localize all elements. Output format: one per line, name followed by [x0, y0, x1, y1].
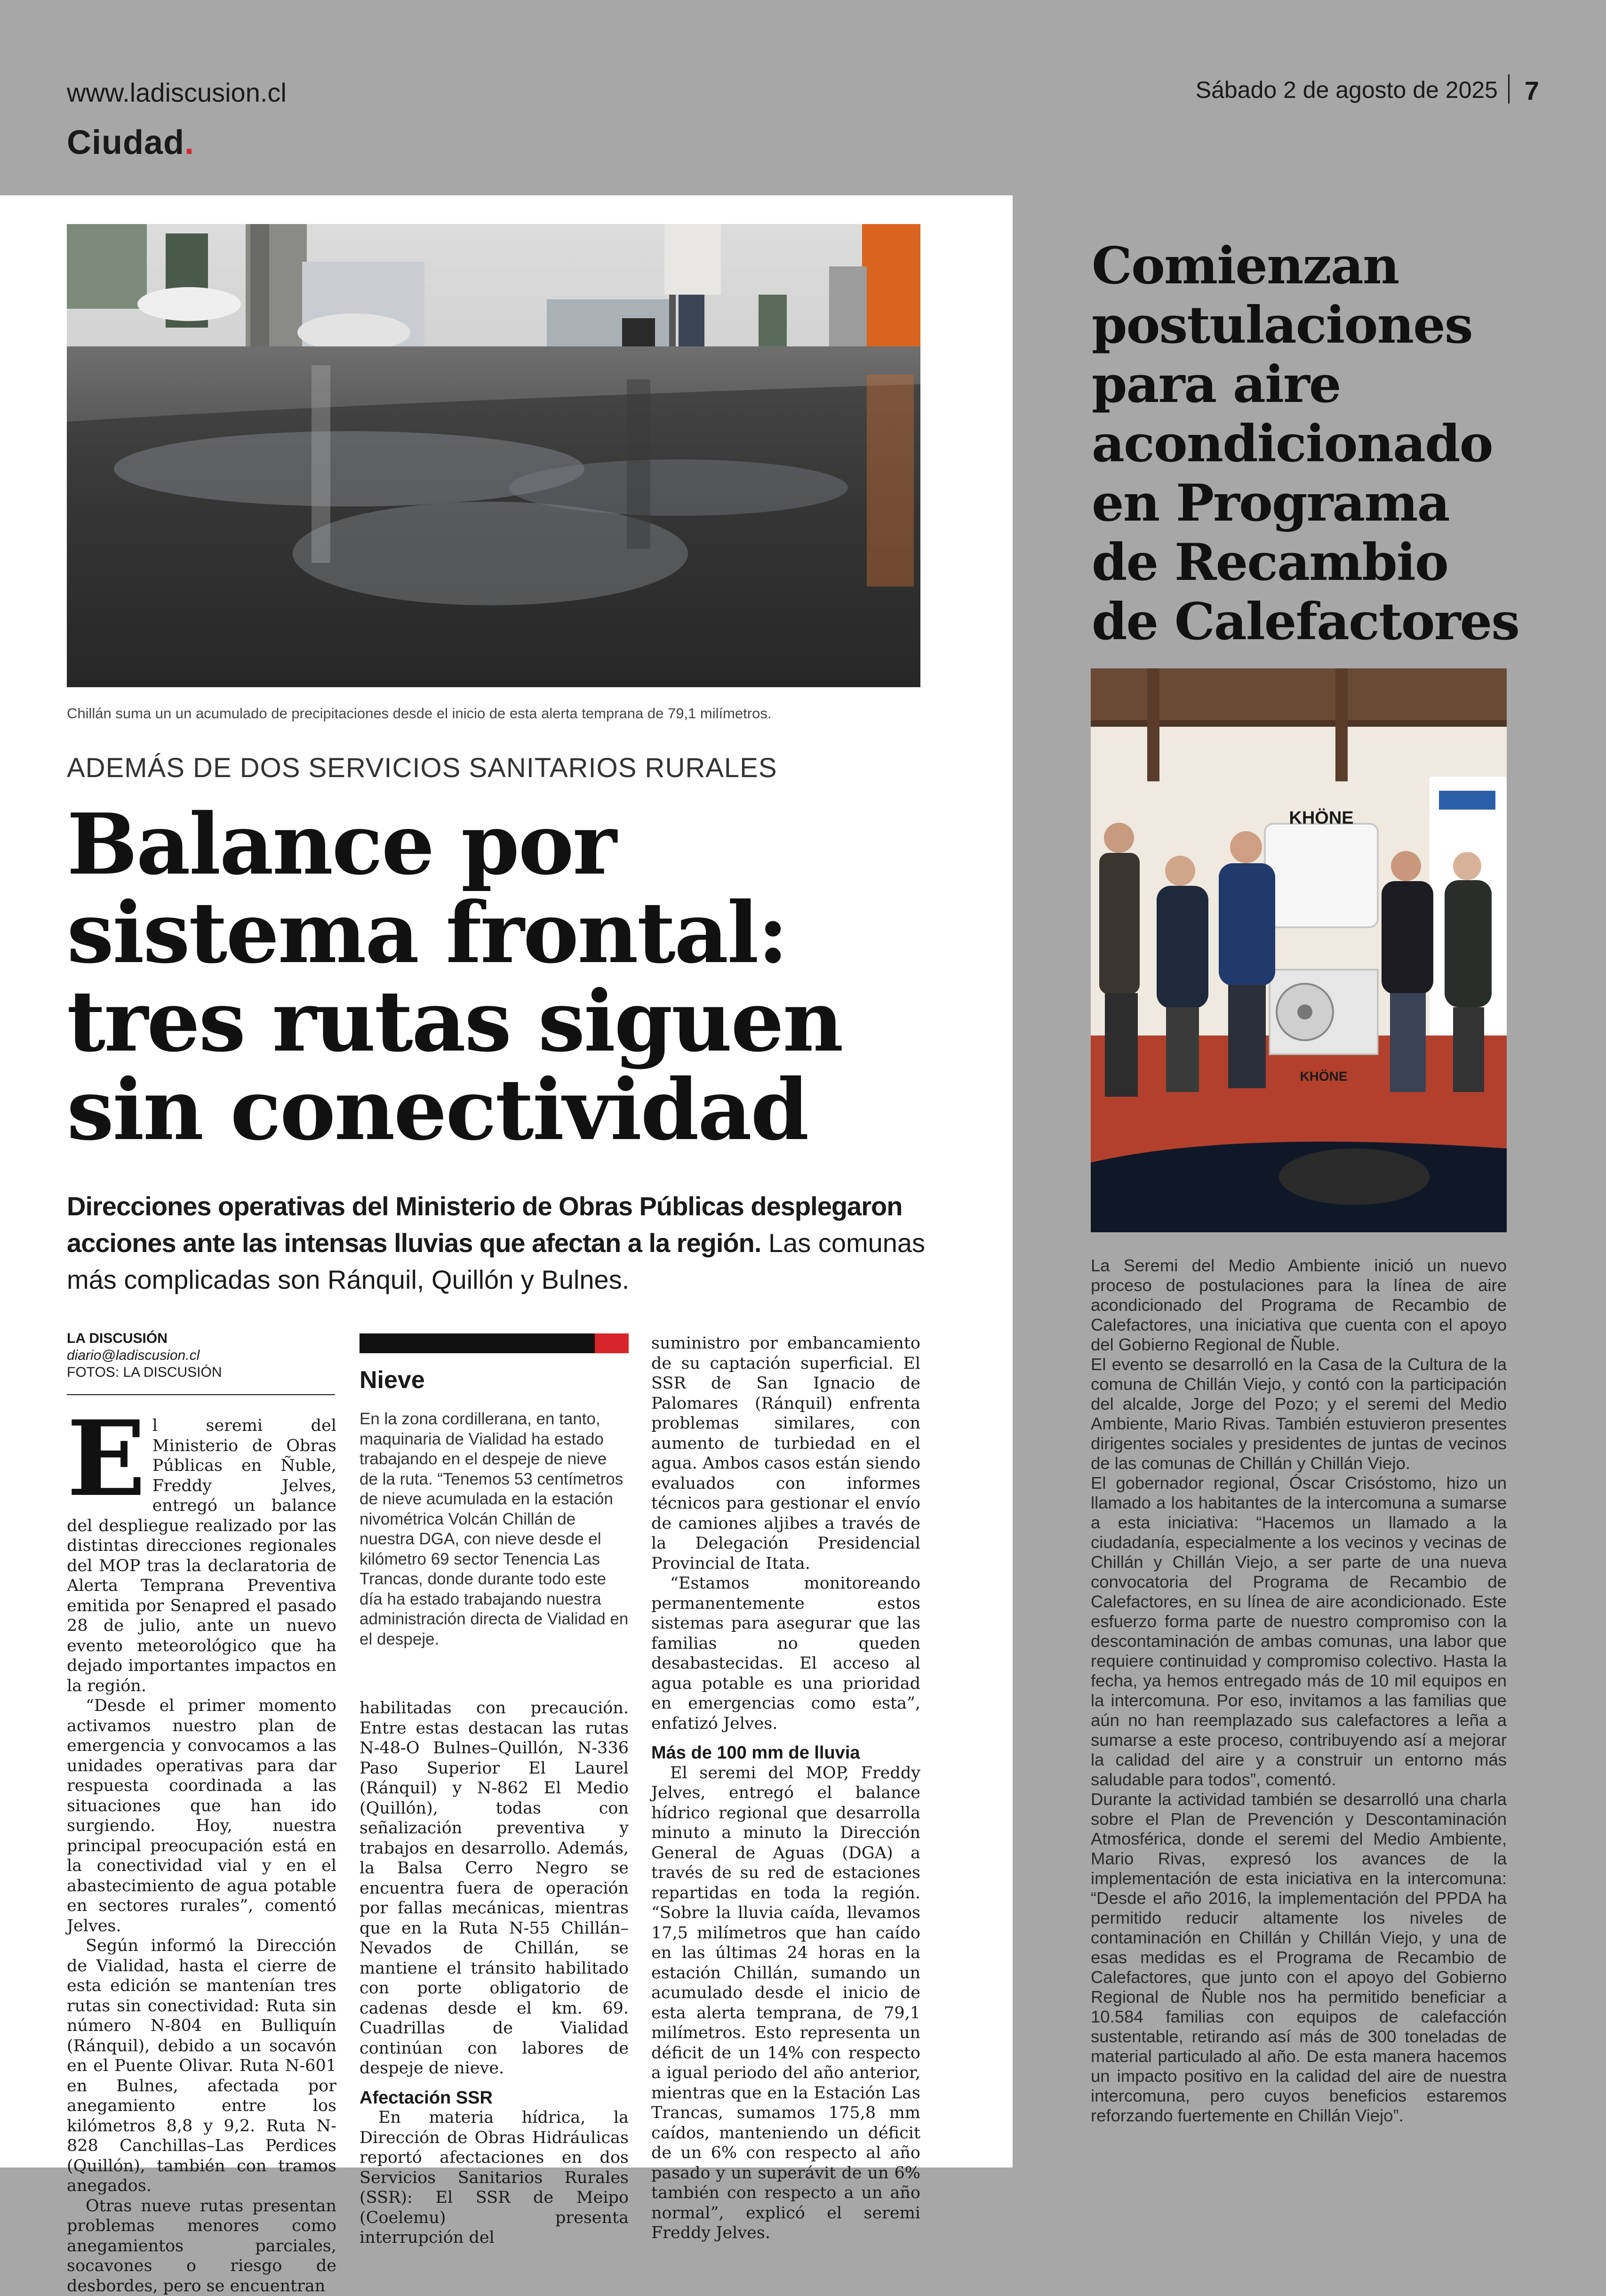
drop-cap: E — [67, 1419, 146, 1499]
article-column-2 — [360, 1698, 629, 2150]
side-headline-line: postulaciones — [1092, 296, 1572, 355]
main-article-photo — [67, 224, 920, 687]
subsection-bar — [360, 1333, 595, 1353]
paragraph: En materia hídrica, la Dirección de Obras Hidráulicas reportó afectaciones en dos Servicios Sanitarios Rurales (SSR): El SSR de Meipo (Coelemu) presenta interrupción del — [360, 2108, 629, 2248]
section-dot: . — [184, 124, 194, 161]
side-headline-line: de Calefactores — [1092, 592, 1572, 651]
site-url[interactable]: www.ladiscusion.cl — [67, 77, 287, 108]
article-standfirst — [67, 1188, 928, 1298]
issue-date: Sábado 2 de agosto de 2025 — [1196, 76, 1498, 104]
side-headline-line: acondicionado — [1092, 414, 1572, 474]
headline-line: tres rutas siguen — [67, 977, 928, 1066]
side-headline-line: para aire — [1092, 355, 1572, 414]
standfirst-bold: Direcciones operativas del Ministerio de Obras Públicas desplegaron acciones ante las intensas lluvias que afectan a la región. — [67, 1191, 902, 1258]
byline-org: LA DISCUSIÓN — [67, 1330, 222, 1347]
page-number: 7 — [1525, 75, 1539, 106]
photo-brand-text: KHÖNE — [1289, 808, 1353, 828]
standfirst-rest: Las comunas más complicadas son Ránquil, Quillón y Bulnes. — [67, 1228, 925, 1294]
side-headline-line: de Recambio — [1092, 533, 1572, 592]
nieve-text: En la zona cordillerana, en tanto, maquinaria de Vialidad ha estado trabajando en el despeje de nieve de la ruta. “Tenemos 53 centímetros de nieve acumulada en la estación nivométrica Volcán Chillán de nuestra DGA, con nieve desde el kilómetro 69 sector Tenencia Las Trancas, donde durante todo este día ha estado trabajando nuestra administración directa de Vialidad en el despeje. — [360, 1409, 629, 1649]
headline-line: sistema frontal: — [67, 889, 928, 977]
side-article-body — [1091, 1256, 1507, 2126]
side-headline-line: en Programa — [1092, 474, 1572, 533]
main-photo-caption: Chillán suma un un acumulado de precipitaciones desde el inicio de esta alerta temprana de 79,1 milímetros. — [67, 705, 771, 722]
byline-email[interactable]: diario@ladiscusion.cl — [67, 1347, 222, 1364]
side-headline-line: Comienzan — [1092, 236, 1572, 296]
article-kicker: ADEMÁS DE DOS SERVICIOS SANITARIOS RURALES — [67, 752, 777, 784]
byline-photos: FOTOS: LA DISCUSIÓN — [67, 1364, 222, 1381]
article-headline — [67, 800, 928, 1154]
byline — [67, 1330, 222, 1381]
headline-line: Balance por — [67, 800, 928, 889]
section-name: Ciudad — [67, 124, 184, 161]
article-column-3 — [651, 1333, 920, 2150]
paragraph: “Desde el primer momento activamos nuestro plan de emergencia y convocamos a las unidades operativas para dar respuesta coordinada a las situaciones que han ido surgiendo. Hoy, nuestra principal preocupación está en la conectividad vial y en el abastecimiento de agua potable en sectores rurales”, comentó Jelves. — [67, 1696, 336, 1936]
paragraph: habilitadas con precaución. Entre estas destacan las rutas N-48-O Bulnes–Quillón, N-336 Paso Superior El Laurel (Ránquil) y N-862 El Medio (Quillón), todas con señalización preventiva y trabajos en desarrollo. Además, la Balsa Cerro Negro se encuentra fuera de operación por fallas mecánicas, mientras que en la Ruta N-55 Chillán–Nevados de Chillán, se mantiene el tránsito habilitado con porte obligatorio de cadenas desde el km. 69. Cuadrillas de Vialidad continúan con labores de despeje de nieve. — [360, 1698, 629, 2079]
paragraph: El seremi del MOP, Freddy Jelves, entregó el balance hídrico regional que desarrolla minuto a minuto la Dirección General de Aguas (DGA) a través de su red de estaciones repartidas en toda la región. “Sobre la lluvia caída, llevamos 17,5 milímetros que han caído en las últimas 24 horas en la estación Chillán, sumando un acumulado desde el inicio de esta alerta temprana, de 79,1 milímetros. Esto representa un déficit de un 14% con respecto a igual periodo del año anterior, mientras que en la Estación Las Trancas, sumamos 175,8 mm caídos, manteniendo un déficit de un 6% con respecto al año pasado y un superávit de un 6% también con respecto a un año normal”, explicó el seremi Freddy Jelves. — [651, 1763, 920, 2243]
headline-line: sin conectividad — [67, 1066, 928, 1154]
photo-brand-text-2: KHÖNE — [1300, 1069, 1347, 1084]
section-label — [67, 123, 194, 162]
paragraph: suministro por embancamiento de su captación superficial. El SSR de San Ignacio de Palomares (Ránquil) enfrenta problemas similares, con aumento de turbiedad en el agua. Ambos casos están siendo evaluados con informes técnicos para gestionar el envío de camiones aljibes a través de la Delegación Presidencial Provincial de Itata. — [651, 1333, 920, 1573]
paragraph: “Estamos monitoreando permanentemente estos sistemas para asegurar que las familias no queden desabastecidas. El acceso al agua potable es una prioridad en emergencias como esta”, enfatizó Jelves. — [651, 1573, 920, 1734]
side-article-headline — [1092, 236, 1572, 651]
side-article-photo — [1091, 668, 1507, 1232]
subheading-ssr: Afectación SSR — [360, 2088, 629, 2108]
byline-rule — [67, 1394, 335, 1395]
side-paragraph: El gobernador regional, Óscar Crisóstomo, hizo un llamado a los habitantes de la intercomuna a sumarse a esta iniciativa: “Hacemos un llamado a la ciudadanía, especialmente a los vecinos y vecinas de Chillán y Chillán Viejo, a ser parte de una nueva convocatoria del Programa de Recambio de Calefactores, en su línea de aire acondicionado. Este esfuerzo forma parte de nuestro compromiso con la descontaminación de ambas comunas, una labor que requiere continuidad y compromiso colectivo. Hasta la fecha, ya hemos entregado más de 10 mil equipos en la intercomuna. Por eso, invitamos a las familias que aún no han reemplazado sus calefactores a leña a sumarse a este proceso, contribuyendo así a mejorar la calidad del aire y a construir un entorno más saludable para todos”, comentó. — [1091, 1473, 1507, 1790]
side-paragraph: La Seremi del Medio Ambiente inició un nuevo proceso de postulaciones para la línea de aire acondicionado del Programa de Recambio de Calefactores, una iniciativa que cuenta con el apoyo del Gobierno Regional de Ñuble. — [1091, 1256, 1507, 1355]
article-column-1 — [67, 1416, 336, 2150]
paragraph: Otras nueve rutas presentan problemas menores como anegamientos parciales, socavones o riesgo de desbordes, pero se encuentran — [67, 2196, 336, 2296]
paragraph: Según informó la Dirección de Vialidad, hasta el cierre de esta edición se mantenían tres rutas sin conectividad: Ruta sin número N-804 en Bulliquín (Ránquil), debido a un socavón en el Puente Olivar. Ruta N-601 en Bulnes, afectada por anegamiento entre los kilómetros 8,8 y 9,2. Ruta N-828 Canchillas–Las Perdices (Quillón), también con tramos anegados. — [67, 1936, 336, 2196]
subsection-bar-accent — [595, 1333, 629, 1353]
subheading-lluvia: Más de 100 mm de lluvia — [651, 1743, 920, 1763]
first-paragraph — [67, 1416, 336, 1696]
nieve-subheading: Nieve — [360, 1366, 425, 1394]
date-separator — [1508, 74, 1510, 104]
first-paragraph-text: l seremi del Ministerio de Obras Públicas en Ñuble, Freddy Jelves, entregó un balance del despliegue realizado por las distintas direcciones regionales del MOP tras la declaratoria de Alerta Temprana Preventiva emitida por Senapred el pasado 28 de julio, ante un nuevo evento meteorológico que ha dejado importantes impactos en la región. — [67, 1416, 336, 1695]
side-paragraph: El evento se desarrolló en la Casa de la Cultura de la comuna de Chillán Viejo, y contó con la participación del alcalde, Jorge del Pozo; y el seremi del Medio Ambiente, Mario Rivas. También estuvieron presentes dirigentes sociales y presidentes de juntas de vecinos de las comunas de Chillán y Chillán Viejo. — [1091, 1355, 1507, 1473]
side-paragraph: Durante la actividad también se desarrolló una charla sobre el Plan de Prevención y Descontaminación Atmosférica, donde el seremi del Medio Ambiente, Mario Rivas, expresó los avances de la implementación de esta iniciativa en la intercomuna: “Desde el año 2016, la implementación del PPDA ha permitido reducir altamente los niveles de contaminación en Chillán y Chillán Viejo, y una de esas medidas es el Programa de Recambio de Calefactores, que junto con el apoyo del Gobierno Regional de Ñuble nos ha permitido beneficiar a 10.584 familias con equipos de calefacción sustentable, retirando así más de 300 toneladas de material particulado al año. De esta manera hacemos un impacto positivo en la calidad del aire de nuestra intercomuna, pero cuyos beneficios estaremos reforzando fuertemente en Chillán Viejo”. — [1091, 1790, 1507, 2126]
